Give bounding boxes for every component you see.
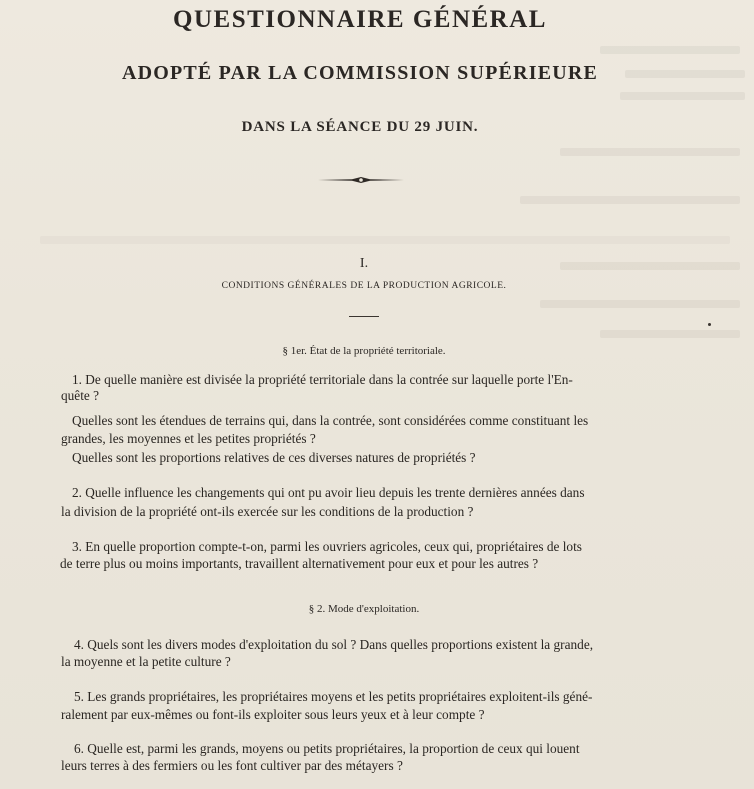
ornament-divider xyxy=(318,175,404,185)
bleed-through-mark xyxy=(40,236,730,244)
ink-speck xyxy=(708,323,711,326)
text-line: 1. De quelle manière est divisée la propriété territoriale dans la contrée sur laquelle porte l'En- xyxy=(72,372,573,387)
part-number: I. xyxy=(359,256,369,271)
text-line: 2. Quelle influence les changements qui ont pu avoir lieu depuis les trente dernières années dans xyxy=(72,485,585,500)
bleed-through-mark xyxy=(600,46,740,54)
text-line: Quelles sont les proportions relatives de ces diverses natures de propriétés ? xyxy=(72,450,476,465)
text-line: 6. Quelle est, parmi les grands, moyens ou petits propriétaires, la proportion de ceux qui louent xyxy=(74,741,580,756)
session-date: DANS LA SÉANCE DU 29 JUIN. xyxy=(241,119,479,135)
text-line: la division de la propriété ont-ils exercée sur les conditions de la production ? xyxy=(61,504,474,519)
text-line: de terre plus ou moins importants, travaillent alternativement pour eux et pour les autres ? xyxy=(60,556,539,571)
text-line: quête ? xyxy=(61,388,100,403)
text-line: leurs terres à des fermiers ou les font cultiver par des métayers ? xyxy=(61,758,403,773)
text-line: grandes, les moyennes et les petites propriétés ? xyxy=(61,431,316,446)
divider-rule xyxy=(349,316,379,317)
bleed-through-mark xyxy=(620,92,745,100)
bleed-through-mark xyxy=(600,330,740,338)
document-subtitle: ADOPTÉ PAR LA COMMISSION SUPÉRIEURE xyxy=(121,62,599,84)
part-heading: CONDITIONS GÉNÉRALES DE LA PRODUCTION AGRICOLE. xyxy=(221,281,507,291)
text-line: 5. Les grands propriétaires, les propriétaires moyens et les petits propriétaires exploitent-ils géné- xyxy=(74,689,593,704)
text-line: ralement par eux-mêmes ou font-ils exploiter sous leurs yeux et à leur compte ? xyxy=(61,707,485,722)
text-line: 4. Quels sont les divers modes d'exploitation du sol ? Dans quelles proportions existent la grande, xyxy=(74,637,594,652)
document-title: QUESTIONNAIRE GÉNÉRAL xyxy=(173,6,547,33)
bleed-through-mark xyxy=(560,148,740,156)
text-line: la moyenne et la petite culture ? xyxy=(61,654,231,669)
text-line: Quelles sont les étendues de terrains qui, dans la contrée, sont considérées comme constituant les xyxy=(72,413,589,428)
bleed-through-mark xyxy=(540,300,740,308)
section-title: § 2. Mode d'exploitation. xyxy=(308,603,420,615)
text-line: 3. En quelle proportion compte-t-on, parmi les ouvriers agricoles, ceux qui, propriétaires de lots xyxy=(72,539,582,554)
section-title: § 1er. État de la propriété territoriale. xyxy=(282,345,446,357)
bleed-through-mark xyxy=(520,196,740,204)
